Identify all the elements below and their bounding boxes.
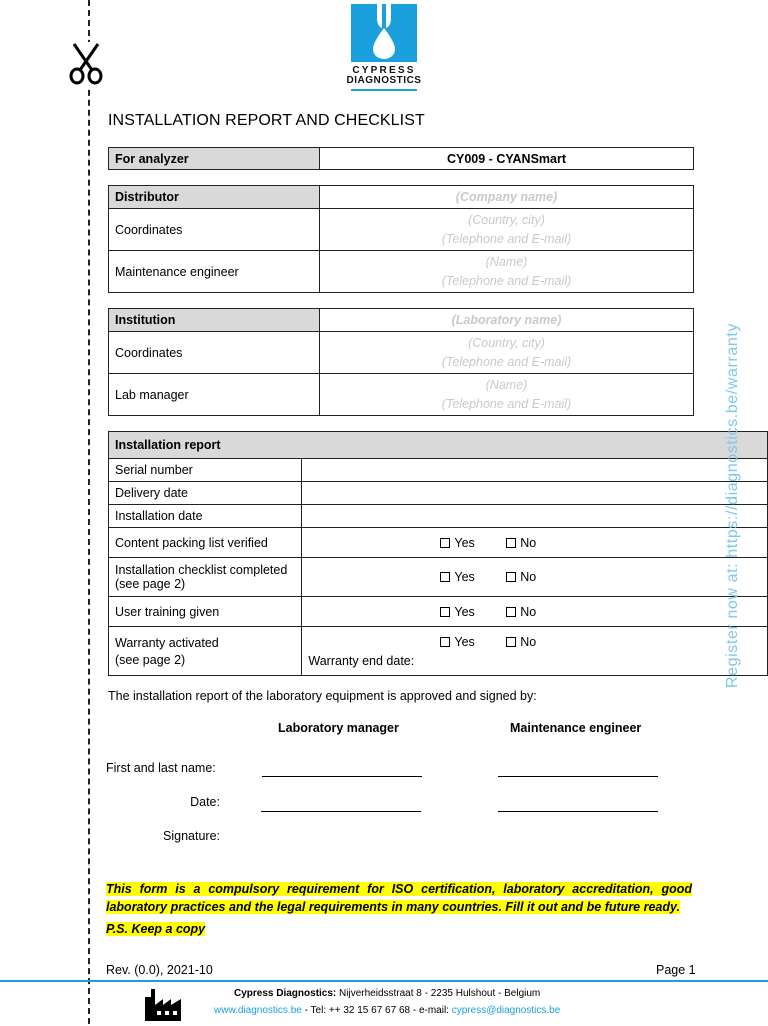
logo [351, 4, 417, 62]
placeholder: (Telephone and E-mail) [441, 354, 572, 369]
option-label: Yes [454, 634, 475, 649]
page-number: Page 1 [656, 963, 696, 977]
analyzer-value[interactable]: CY009 - CYANSmart [320, 148, 694, 170]
distributor-coordinates-field[interactable] [320, 209, 694, 251]
distributor-company-field[interactable]: (Company name) [320, 186, 694, 209]
footer-divider [0, 980, 768, 982]
analyzer-label: For analyzer [109, 148, 320, 170]
placeholder: (Name) [485, 254, 528, 269]
installation-report-header: Installation report [109, 432, 768, 459]
packing-list-label: Content packing list verified [109, 528, 302, 558]
checklist-yes-checkbox[interactable] [440, 570, 474, 584]
keep-copy-note: P.S. Keep a copy [106, 922, 206, 936]
label-line: (see page 2) [115, 577, 186, 591]
lab-manager-date-line[interactable] [261, 811, 421, 812]
checkbox-icon [506, 538, 516, 548]
warranty-registration-link[interactable]: Register now at: https://diagnostics.be/warranty [724, 323, 741, 688]
delivery-date-label: Delivery date [109, 482, 302, 505]
engineer-name-line[interactable] [498, 776, 658, 777]
serial-number-field[interactable] [302, 459, 768, 482]
notice-text: This form is a compulsory requirement for ISO certification, laboratory accreditation, good laboratory practices and the legal requirements in many countries. Fill it out and be future ready. [106, 882, 692, 914]
placeholder: (Country, city) [468, 212, 545, 227]
laboratory-name-field[interactable]: (Laboratory name) [320, 309, 694, 332]
label-line: (see page 2) [115, 652, 186, 667]
placeholder: (Name) [485, 377, 528, 392]
analyzer-table [108, 147, 694, 170]
training-no-checkbox[interactable] [506, 605, 536, 619]
company-name: Cypress Diagnostics: [234, 988, 337, 999]
lab-manager-field[interactable] [320, 374, 694, 416]
distributor-header: Distributor [109, 186, 320, 209]
warranty-end-date-field[interactable]: Warranty end date: [308, 653, 415, 668]
label-line: Warranty activated [115, 635, 219, 650]
lab-manager-column-header: Laboratory manager [278, 721, 399, 735]
placeholder: (Telephone and E-mail) [441, 231, 572, 246]
address: Nijverheidsstraat 8 - 2235 Hulshout - Belgium [336, 988, 541, 999]
checkbox-icon [506, 607, 516, 617]
name-label: First and last name: [106, 761, 216, 775]
packing-no-checkbox[interactable] [506, 536, 536, 550]
installation-date-field[interactable] [302, 505, 768, 528]
contact-info [214, 1005, 560, 1016]
engineer-date-line[interactable] [498, 811, 658, 812]
warranty-yes-checkbox[interactable] [440, 635, 474, 649]
institution-coordinates-label: Coordinates [109, 332, 320, 374]
checklist-completed-label [109, 558, 302, 597]
option-label: Yes [454, 535, 475, 550]
compliance-notice [106, 880, 692, 916]
institution-header: Institution [109, 309, 320, 332]
packing-list-options [302, 528, 768, 558]
option-label: No [520, 570, 537, 584]
website-link[interactable]: www.diagnostics.be [214, 1005, 302, 1016]
placeholder: (Country, city) [468, 335, 545, 350]
checkbox-icon [440, 637, 450, 647]
approval-statement: The installation report of the laboratory equipment is approved and signed by: [108, 689, 537, 703]
company-address [234, 988, 540, 999]
logo-line-1: CYPRESS [352, 65, 416, 76]
label-line: Installation checklist completed [115, 563, 288, 577]
packing-yes-checkbox[interactable] [440, 536, 474, 550]
installation-date-label: Installation date [109, 505, 302, 528]
option-label: Yes [454, 570, 475, 584]
installation-report-table [108, 431, 768, 676]
training-options [302, 597, 768, 627]
checkbox-icon [440, 572, 450, 582]
institution-table [108, 308, 694, 416]
date-label: Date: [190, 795, 220, 809]
warranty-options [302, 627, 768, 676]
cut-line [88, 0, 90, 1024]
placeholder: (Telephone and E-mail) [441, 273, 572, 288]
factory-icon [143, 987, 183, 1021]
option-label: No [520, 535, 537, 550]
user-training-label: User training given [109, 597, 302, 627]
option-label: Yes [454, 604, 475, 619]
institution-coordinates-field[interactable] [320, 332, 694, 374]
checkbox-icon [440, 538, 450, 548]
option-label: No [520, 634, 537, 649]
maintenance-engineer-field[interactable] [320, 251, 694, 293]
lab-manager-name-line[interactable] [262, 776, 422, 777]
warranty-activated-label [109, 627, 302, 676]
email-link[interactable]: cypress@diagnostics.be [451, 1005, 561, 1016]
distributor-table [108, 185, 694, 293]
lab-manager-label: Lab manager [109, 374, 320, 416]
signature-label: Signature: [163, 829, 220, 843]
training-yes-checkbox[interactable] [440, 605, 474, 619]
logo-underline [351, 89, 417, 91]
option-label: No [520, 604, 537, 619]
checkbox-icon [506, 637, 516, 647]
water-drop-icon [351, 4, 417, 62]
logo-text [343, 66, 425, 86]
delivery-date-field[interactable] [302, 482, 768, 505]
document-title: INSTALLATION REPORT AND CHECKLIST [108, 112, 425, 129]
maintenance-engineer-column-header: Maintenance engineer [510, 721, 642, 735]
serial-number-label: Serial number [109, 459, 302, 482]
telephone: - Tel: ++ 32 15 67 67 68 - e-mail: [301, 1005, 452, 1016]
checklist-options [302, 558, 768, 597]
logo-line-2: DIAGNOSTICS [346, 75, 422, 86]
maintenance-engineer-label: Maintenance engineer [109, 251, 320, 293]
checklist-no-checkbox[interactable] [506, 570, 536, 584]
distributor-coordinates-label: Coordinates [109, 209, 320, 251]
checkbox-icon [440, 607, 450, 617]
scissors-icon [66, 42, 106, 86]
warranty-no-checkbox[interactable] [506, 635, 536, 649]
checkbox-icon [506, 572, 516, 582]
placeholder: (Telephone and E-mail) [441, 396, 572, 411]
revision: Rev. (0.0), 2021-10 [106, 963, 213, 977]
